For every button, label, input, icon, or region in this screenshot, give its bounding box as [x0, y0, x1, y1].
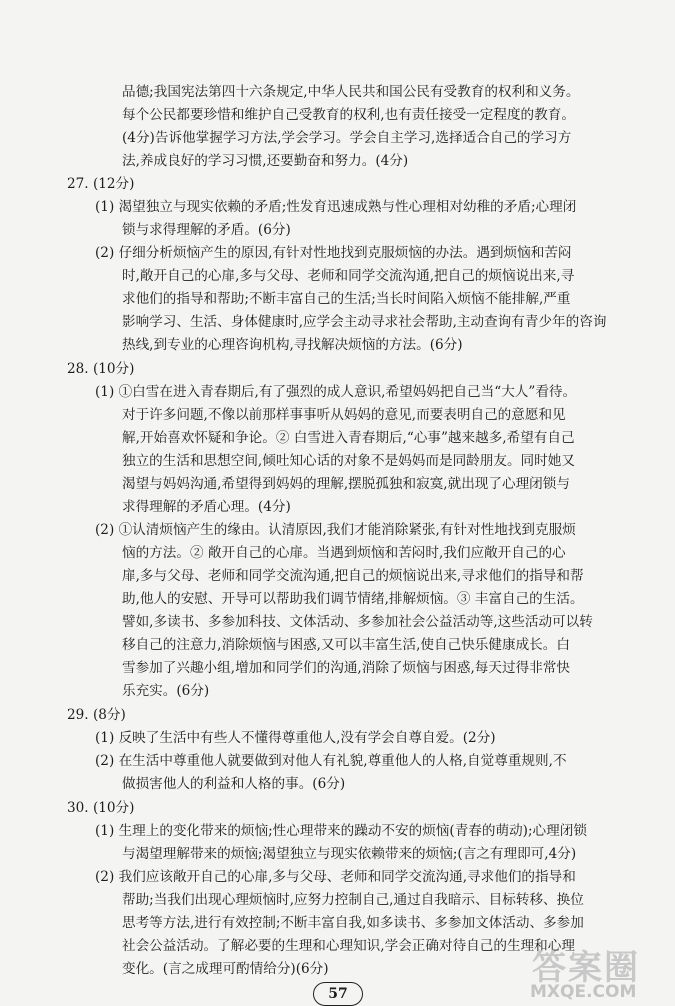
text-line: 移自己的注意力,消除烦恼与困惑,又可以丰富生活,使自己快乐健康成长。白 — [122, 637, 570, 653]
text-line: 解,开始喜欢怀疑和争论。② 白雪进入青春期后,“心事”越来越多,希望有自己 — [122, 430, 575, 446]
question-29-header: 29. (8分) — [67, 707, 126, 723]
text-line: 譬如,多读书、多参加科技、文体活动、多参加社会公益活动等,这些活动可以转 — [122, 614, 593, 630]
text-line: 每个公民都要珍惜和维护自己受教育的权利,也有责任接受一定程度的教育。 — [122, 107, 575, 123]
text-line: 独立的生活和思想空间,倾吐知心话的对象不是妈妈而是同龄朋友。同时她又 — [122, 453, 575, 469]
q27-answer-1: (1) 渴望独立与现实依赖的矛盾;性发育迅速成熟与性心理相对幼稚的矛盾;心理闭 — [95, 199, 577, 215]
text-line: 法,养成良好的学习习惯,还要勤奋和努力。(4分) — [122, 153, 409, 169]
text-line: 求得理解的矛盾心理。(4分) — [122, 499, 291, 515]
watermark-logo-text: 答案圈 — [532, 948, 640, 988]
text-line: 锁与求得理解的矛盾。(6分) — [122, 222, 291, 238]
text-line: 助,他人的安慰、开导可以帮助我们调节情绪,排解烦恼。③ 丰富自己的生活。 — [122, 591, 584, 607]
q29-answer-2: (2) 在生活中尊重他人就要做到对他人有礼貌,尊重他人的人格,自觉尊重规则,不 — [95, 753, 567, 769]
text-line: 热线,到专业的心理咨询机构,寻找解决烦恼的方法。(6分) — [122, 337, 463, 353]
text-line: 雪参加了兴趣小组,增加和同学们的沟通,消除了烦恼与困惑,每天过得非常快 — [122, 660, 570, 676]
text-line: 扉,多与父母、老师和同学交流沟通,把自己的烦恼说出来,寻求他们的指导和帮 — [122, 568, 584, 584]
text-line: 求他们的指导和帮助;不断丰富自己的生活;当长时间陷入烦恼不能排解,严重 — [122, 291, 571, 307]
page-number: 57 — [313, 982, 363, 1006]
q27-answer-2: (2) 仔细分析烦恼产生的原因,有针对性地找到克服烦恼的办法。遇到烦恼和苦闷 — [95, 245, 572, 261]
question-27-header: 27. (12分) — [67, 176, 135, 192]
text-line: 变化。(言之成理可酌情给分)(6分) — [122, 961, 329, 977]
q29-answer-1: (1) 反映了生活中有些人不懂得尊重他人,没有学会自尊自爱。(2分) — [95, 730, 496, 746]
text-line: 渴望与妈妈沟通,希望得到妈妈的理解,摆脱孤独和寂寞,就出现了心理闭锁与 — [122, 476, 570, 492]
question-30-header: 30. (10分) — [67, 800, 135, 816]
text-line: 影响学习、生活、身体健康时,应学会主动寻求社会帮助,主动查询有青少年的咨询 — [122, 314, 607, 330]
text-line: 时,敞开自己的心扉,多与父母、老师和同学交流沟通,把自己的烦恼说出来,寻 — [122, 268, 575, 284]
watermark-url: MXQE.COM — [530, 982, 637, 1002]
watermark-logo — [510, 940, 670, 1006]
text-line: 对于许多问题,不像以前那样事事听从妈妈的意见,而要表明自己的意愿和见 — [122, 407, 566, 423]
text-line: 思考等方法,进行有效控制;不断丰富自我,如多读书、多参加文体活动、多参加 — [122, 915, 584, 931]
text-line: 品德;我国宪法第四十六条规定,中华人民共和国公民有受教育的权利和义务。 — [122, 84, 580, 100]
q28-answer-2: (2) ①认清烦恼产生的缘由。认清原因,我们才能消除紧张,有针对性地找到克服烦 — [95, 522, 576, 538]
text-line: 乐充实。(6分) — [122, 683, 210, 699]
text-line: 与渴望理解带来的烦恼;渴望独立与现实依赖带来的烦恼;(言之有理即可,4分) — [122, 846, 577, 862]
q30-answer-1: (1) 生理上的变化带来的烦恼;性心理带来的躁动不安的烦恼(青春的萌动);心理闭锁 — [95, 823, 587, 839]
question-28-header: 28. (10分) — [67, 361, 135, 377]
q28-answer-1: (1) ①白雪在进入青春期后,有了强烈的成人意识,希望妈妈把自己当“大人”看待。 — [95, 384, 577, 400]
text-line: 社会公益活动。了解必要的生理和心理知识,学会正确对待自己的生理和心理 — [122, 938, 575, 954]
q30-answer-2: (2) 我们应该敞开自己的心扉,多与父母、老师和同学交流沟通,寻求他们的指导和 — [95, 869, 576, 885]
text-line: 做损害他人的利益和人格的事。(6分) — [122, 776, 346, 792]
text-line: 帮助;当我们出现心理烦恼时,应努力控制自己,通过自我暗示、目标转移、换位 — [122, 892, 584, 908]
text-line: (4分)告诉他掌握学习方法,学会学习。学会自主学习,选择适合自己的学习方 — [122, 130, 572, 146]
text-line: 恼的方法。② 敞开自己的心扉。当遇到烦恼和苦闷时,我们应敞开自己的心 — [122, 545, 566, 561]
